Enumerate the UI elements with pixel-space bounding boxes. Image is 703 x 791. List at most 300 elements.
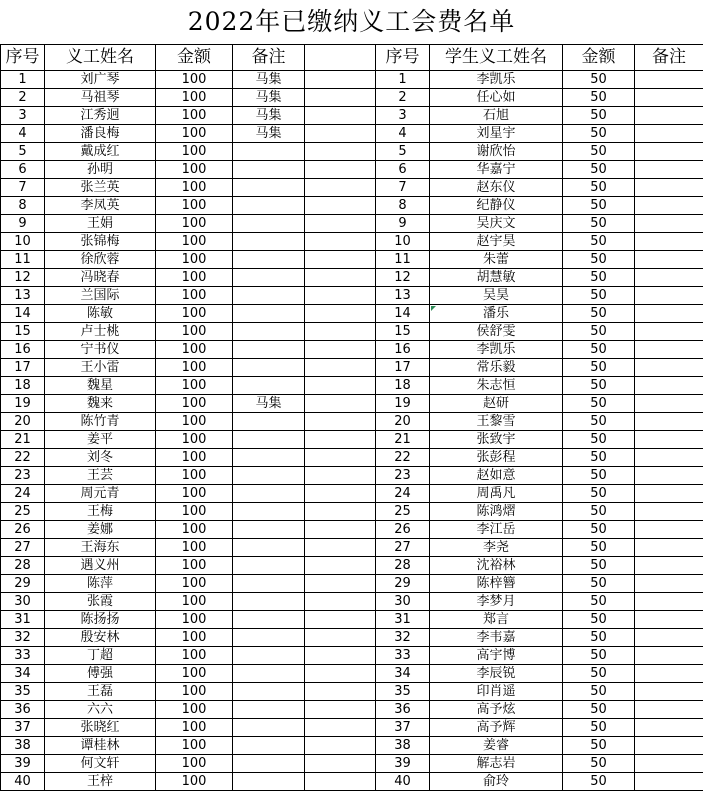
- right-name-cell[interactable]: 赵研: [430, 395, 563, 413]
- right-note-cell[interactable]: [635, 647, 703, 665]
- left-note-cell[interactable]: [233, 179, 305, 197]
- empty-separator-cell[interactable]: [305, 611, 376, 629]
- right-amount-cell[interactable]: 50: [563, 395, 635, 413]
- right-index-cell[interactable]: 5: [376, 143, 430, 161]
- left-amount-cell[interactable]: 100: [156, 629, 233, 647]
- right-note-cell[interactable]: [635, 197, 703, 215]
- empty-separator-cell[interactable]: [305, 251, 376, 269]
- right-note-cell[interactable]: [635, 557, 703, 575]
- empty-separator-cell[interactable]: [305, 269, 376, 287]
- right-note-cell[interactable]: [635, 629, 703, 647]
- right-index-cell[interactable]: 24: [376, 485, 430, 503]
- left-note-cell[interactable]: [233, 503, 305, 521]
- left-index-cell[interactable]: 38: [1, 737, 45, 755]
- right-amount-cell[interactable]: 50: [563, 575, 635, 593]
- right-amount-cell[interactable]: 50: [563, 233, 635, 251]
- left-note-cell[interactable]: [233, 143, 305, 161]
- right-index-cell[interactable]: 22: [376, 449, 430, 467]
- left-amount-cell[interactable]: 100: [156, 539, 233, 557]
- right-name-cell[interactable]: 谢欣怡: [430, 143, 563, 161]
- right-index-cell[interactable]: 9: [376, 215, 430, 233]
- left-name-cell[interactable]: 冯晓春: [45, 269, 156, 287]
- empty-separator-cell[interactable]: [305, 521, 376, 539]
- right-name-cell[interactable]: 李江岳: [430, 521, 563, 539]
- right-name-cell[interactable]: 高予炫: [430, 701, 563, 719]
- left-note-cell[interactable]: [233, 341, 305, 359]
- right-amount-cell[interactable]: 50: [563, 719, 635, 737]
- right-index-cell[interactable]: 3: [376, 107, 430, 125]
- empty-separator-cell[interactable]: [305, 647, 376, 665]
- empty-separator-cell[interactable]: [305, 377, 376, 395]
- left-amount-cell[interactable]: 100: [156, 701, 233, 719]
- right-name-cell[interactable]: 刘星宇: [430, 125, 563, 143]
- left-name-cell[interactable]: 孙明: [45, 161, 156, 179]
- empty-separator-cell[interactable]: [305, 323, 376, 341]
- left-amount-cell[interactable]: 100: [156, 107, 233, 125]
- right-note-cell[interactable]: [635, 107, 703, 125]
- empty-separator-cell[interactable]: [305, 179, 376, 197]
- right-index-cell[interactable]: 17: [376, 359, 430, 377]
- right-amount-cell[interactable]: 50: [563, 215, 635, 233]
- left-name-cell[interactable]: 周元青: [45, 485, 156, 503]
- right-amount-cell[interactable]: 50: [563, 485, 635, 503]
- right-index-cell[interactable]: 6: [376, 161, 430, 179]
- left-name-cell[interactable]: 何文轩: [45, 755, 156, 773]
- left-name-cell[interactable]: 张兰英: [45, 179, 156, 197]
- left-note-cell[interactable]: [233, 611, 305, 629]
- right-amount-cell[interactable]: 50: [563, 287, 635, 305]
- right-note-cell[interactable]: [635, 755, 703, 773]
- right-amount-cell[interactable]: 50: [563, 341, 635, 359]
- right-index-cell[interactable]: 32: [376, 629, 430, 647]
- right-amount-cell[interactable]: 50: [563, 665, 635, 683]
- left-index-cell[interactable]: 18: [1, 377, 45, 395]
- left-note-cell[interactable]: [233, 233, 305, 251]
- right-note-cell[interactable]: [635, 449, 703, 467]
- left-note-cell[interactable]: [233, 773, 305, 791]
- empty-separator-cell[interactable]: [305, 233, 376, 251]
- left-amount-cell[interactable]: 100: [156, 467, 233, 485]
- right-note-cell[interactable]: [635, 233, 703, 251]
- left-name-cell[interactable]: 王海东: [45, 539, 156, 557]
- left-amount-cell[interactable]: 100: [156, 611, 233, 629]
- left-index-cell[interactable]: 6: [1, 161, 45, 179]
- left-name-cell[interactable]: 徐欣蓉: [45, 251, 156, 269]
- left-index-cell[interactable]: 39: [1, 755, 45, 773]
- right-index-cell[interactable]: 23: [376, 467, 430, 485]
- right-name-cell[interactable]: 朱志恒: [430, 377, 563, 395]
- left-name-cell[interactable]: 王娟: [45, 215, 156, 233]
- left-index-cell[interactable]: 27: [1, 539, 45, 557]
- empty-separator-cell[interactable]: [305, 773, 376, 791]
- right-name-cell[interactable]: 潘乐: [430, 305, 563, 323]
- right-note-cell[interactable]: [635, 539, 703, 557]
- left-amount-cell[interactable]: 100: [156, 197, 233, 215]
- header-cell-right-amount[interactable]: 金额: [563, 45, 635, 71]
- empty-separator-cell[interactable]: [305, 197, 376, 215]
- left-note-cell[interactable]: [233, 755, 305, 773]
- empty-separator-cell[interactable]: [305, 719, 376, 737]
- left-amount-cell[interactable]: 100: [156, 341, 233, 359]
- empty-separator-cell[interactable]: [305, 215, 376, 233]
- right-index-cell[interactable]: 29: [376, 575, 430, 593]
- right-note-cell[interactable]: [635, 125, 703, 143]
- right-note-cell[interactable]: [635, 269, 703, 287]
- right-note-cell[interactable]: [635, 719, 703, 737]
- left-index-cell[interactable]: 20: [1, 413, 45, 431]
- left-note-cell[interactable]: [233, 647, 305, 665]
- left-note-cell[interactable]: [233, 539, 305, 557]
- left-note-cell[interactable]: [233, 377, 305, 395]
- right-index-cell[interactable]: 38: [376, 737, 430, 755]
- left-note-cell[interactable]: [233, 269, 305, 287]
- right-name-cell[interactable]: 石旭: [430, 107, 563, 125]
- right-name-cell[interactable]: 陈鸿熠: [430, 503, 563, 521]
- right-name-cell[interactable]: 俞玲: [430, 773, 563, 791]
- right-amount-cell[interactable]: 50: [563, 197, 635, 215]
- empty-separator-cell[interactable]: [305, 107, 376, 125]
- right-index-cell[interactable]: 10: [376, 233, 430, 251]
- right-note-cell[interactable]: [635, 377, 703, 395]
- right-amount-cell[interactable]: 50: [563, 377, 635, 395]
- right-note-cell[interactable]: [635, 413, 703, 431]
- right-note-cell[interactable]: [635, 593, 703, 611]
- left-note-cell[interactable]: [233, 323, 305, 341]
- left-note-cell[interactable]: [233, 683, 305, 701]
- left-note-cell[interactable]: [233, 287, 305, 305]
- empty-separator-cell[interactable]: [305, 287, 376, 305]
- right-amount-cell[interactable]: 50: [563, 413, 635, 431]
- left-note-cell[interactable]: 马集: [233, 89, 305, 107]
- left-amount-cell[interactable]: 100: [156, 755, 233, 773]
- left-note-cell[interactable]: [233, 197, 305, 215]
- left-name-cell[interactable]: 陈萍: [45, 575, 156, 593]
- left-name-cell[interactable]: 魏星: [45, 377, 156, 395]
- right-index-cell[interactable]: 19: [376, 395, 430, 413]
- empty-separator-cell[interactable]: [305, 431, 376, 449]
- left-note-cell[interactable]: 马集: [233, 395, 305, 413]
- right-index-cell[interactable]: 8: [376, 197, 430, 215]
- left-name-cell[interactable]: 姜平: [45, 431, 156, 449]
- left-index-cell[interactable]: 9: [1, 215, 45, 233]
- right-name-cell[interactable]: 沈裕林: [430, 557, 563, 575]
- right-name-cell[interactable]: 李韦嘉: [430, 629, 563, 647]
- left-amount-cell[interactable]: 100: [156, 737, 233, 755]
- right-index-cell[interactable]: 36: [376, 701, 430, 719]
- right-index-cell[interactable]: 21: [376, 431, 430, 449]
- right-index-cell[interactable]: 13: [376, 287, 430, 305]
- right-note-cell[interactable]: [635, 323, 703, 341]
- empty-separator-cell[interactable]: [305, 359, 376, 377]
- left-index-cell[interactable]: 36: [1, 701, 45, 719]
- right-note-cell[interactable]: [635, 665, 703, 683]
- left-name-cell[interactable]: 陈敏: [45, 305, 156, 323]
- right-index-cell[interactable]: 18: [376, 377, 430, 395]
- header-cell-right-note[interactable]: 备注: [635, 45, 703, 71]
- left-amount-cell[interactable]: 100: [156, 125, 233, 143]
- left-index-cell[interactable]: 1: [1, 71, 45, 89]
- right-amount-cell[interactable]: 50: [563, 251, 635, 269]
- left-note-cell[interactable]: [233, 215, 305, 233]
- right-note-cell[interactable]: [635, 611, 703, 629]
- right-amount-cell[interactable]: 50: [563, 431, 635, 449]
- left-name-cell[interactable]: 魏来: [45, 395, 156, 413]
- right-note-cell[interactable]: [635, 701, 703, 719]
- right-name-cell[interactable]: 王黎雪: [430, 413, 563, 431]
- header-cell-left-note[interactable]: 备注: [233, 45, 305, 71]
- right-index-cell[interactable]: 25: [376, 503, 430, 521]
- empty-separator-cell[interactable]: [305, 665, 376, 683]
- left-note-cell[interactable]: [233, 485, 305, 503]
- left-note-cell[interactable]: [233, 737, 305, 755]
- left-name-cell[interactable]: 宁书仪: [45, 341, 156, 359]
- right-amount-cell[interactable]: 50: [563, 467, 635, 485]
- left-note-cell[interactable]: [233, 305, 305, 323]
- right-name-cell[interactable]: 张致宇: [430, 431, 563, 449]
- left-amount-cell[interactable]: 100: [156, 773, 233, 791]
- right-name-cell[interactable]: 高宇博: [430, 647, 563, 665]
- right-name-cell[interactable]: 华嘉宁: [430, 161, 563, 179]
- right-index-cell[interactable]: 1: [376, 71, 430, 89]
- left-index-cell[interactable]: 11: [1, 251, 45, 269]
- right-amount-cell[interactable]: 50: [563, 683, 635, 701]
- left-name-cell[interactable]: 张锦梅: [45, 233, 156, 251]
- left-amount-cell[interactable]: 100: [156, 485, 233, 503]
- left-amount-cell[interactable]: 100: [156, 413, 233, 431]
- right-amount-cell[interactable]: 50: [563, 611, 635, 629]
- left-index-cell[interactable]: 40: [1, 773, 45, 791]
- left-amount-cell[interactable]: 100: [156, 575, 233, 593]
- left-amount-cell[interactable]: 100: [156, 557, 233, 575]
- left-index-cell[interactable]: 13: [1, 287, 45, 305]
- right-name-cell[interactable]: 姜睿: [430, 737, 563, 755]
- right-note-cell[interactable]: [635, 683, 703, 701]
- left-note-cell[interactable]: [233, 449, 305, 467]
- right-note-cell[interactable]: [635, 737, 703, 755]
- right-amount-cell[interactable]: 50: [563, 737, 635, 755]
- left-index-cell[interactable]: 12: [1, 269, 45, 287]
- left-name-cell[interactable]: 马祖琴: [45, 89, 156, 107]
- empty-separator-cell[interactable]: [305, 395, 376, 413]
- right-index-cell[interactable]: 40: [376, 773, 430, 791]
- left-amount-cell[interactable]: 100: [156, 143, 233, 161]
- right-name-cell[interactable]: 陈梓簪: [430, 575, 563, 593]
- right-name-cell[interactable]: 侯舒雯: [430, 323, 563, 341]
- left-amount-cell[interactable]: 100: [156, 305, 233, 323]
- right-note-cell[interactable]: [635, 341, 703, 359]
- left-name-cell[interactable]: 王芸: [45, 467, 156, 485]
- left-amount-cell[interactable]: 100: [156, 287, 233, 305]
- right-index-cell[interactable]: 16: [376, 341, 430, 359]
- right-index-cell[interactable]: 15: [376, 323, 430, 341]
- right-index-cell[interactable]: 31: [376, 611, 430, 629]
- left-index-cell[interactable]: 33: [1, 647, 45, 665]
- left-note-cell[interactable]: [233, 701, 305, 719]
- empty-separator-cell[interactable]: [305, 305, 376, 323]
- right-name-cell[interactable]: 朱蕾: [430, 251, 563, 269]
- right-note-cell[interactable]: [635, 485, 703, 503]
- header-cell-right-name[interactable]: 学生义工姓名: [430, 45, 563, 71]
- left-index-cell[interactable]: 25: [1, 503, 45, 521]
- left-name-cell[interactable]: 姜娜: [45, 521, 156, 539]
- right-note-cell[interactable]: [635, 521, 703, 539]
- right-note-cell[interactable]: [635, 71, 703, 89]
- right-amount-cell[interactable]: 50: [563, 593, 635, 611]
- left-name-cell[interactable]: 六六: [45, 701, 156, 719]
- left-index-cell[interactable]: 23: [1, 467, 45, 485]
- right-index-cell[interactable]: 35: [376, 683, 430, 701]
- left-name-cell[interactable]: 谭桂林: [45, 737, 156, 755]
- empty-separator-cell[interactable]: [305, 503, 376, 521]
- left-index-cell[interactable]: 32: [1, 629, 45, 647]
- left-name-cell[interactable]: 遇义州: [45, 557, 156, 575]
- left-note-cell[interactable]: [233, 431, 305, 449]
- left-amount-cell[interactable]: 100: [156, 521, 233, 539]
- right-amount-cell[interactable]: 50: [563, 305, 635, 323]
- right-amount-cell[interactable]: 50: [563, 701, 635, 719]
- left-note-cell[interactable]: [233, 575, 305, 593]
- left-note-cell[interactable]: [233, 251, 305, 269]
- empty-separator-cell[interactable]: [305, 161, 376, 179]
- right-amount-cell[interactable]: 50: [563, 773, 635, 791]
- empty-separator-cell[interactable]: [305, 449, 376, 467]
- left-index-cell[interactable]: 31: [1, 611, 45, 629]
- left-index-cell[interactable]: 29: [1, 575, 45, 593]
- right-amount-cell[interactable]: 50: [563, 755, 635, 773]
- empty-separator-cell[interactable]: [305, 467, 376, 485]
- left-index-cell[interactable]: 10: [1, 233, 45, 251]
- left-name-cell[interactable]: 潘良梅: [45, 125, 156, 143]
- right-index-cell[interactable]: 37: [376, 719, 430, 737]
- header-cell-right-index[interactable]: 序号: [376, 45, 430, 71]
- left-index-cell[interactable]: 15: [1, 323, 45, 341]
- right-note-cell[interactable]: [635, 215, 703, 233]
- left-index-cell[interactable]: 30: [1, 593, 45, 611]
- left-index-cell[interactable]: 35: [1, 683, 45, 701]
- left-amount-cell[interactable]: 100: [156, 503, 233, 521]
- empty-separator-cell[interactable]: [305, 683, 376, 701]
- left-name-cell[interactable]: 傅强: [45, 665, 156, 683]
- left-index-cell[interactable]: 17: [1, 359, 45, 377]
- right-index-cell[interactable]: 4: [376, 125, 430, 143]
- left-name-cell[interactable]: 李凤英: [45, 197, 156, 215]
- left-index-cell[interactable]: 37: [1, 719, 45, 737]
- left-note-cell[interactable]: [233, 359, 305, 377]
- empty-separator-cell[interactable]: [305, 71, 376, 89]
- left-note-cell[interactable]: [233, 413, 305, 431]
- right-index-cell[interactable]: 28: [376, 557, 430, 575]
- empty-separator-cell[interactable]: [305, 485, 376, 503]
- right-index-cell[interactable]: 11: [376, 251, 430, 269]
- right-name-cell[interactable]: 解志岩: [430, 755, 563, 773]
- left-amount-cell[interactable]: 100: [156, 71, 233, 89]
- right-index-cell[interactable]: 20: [376, 413, 430, 431]
- left-index-cell[interactable]: 5: [1, 143, 45, 161]
- left-name-cell[interactable]: 王磊: [45, 683, 156, 701]
- right-name-cell[interactable]: 李凯乐: [430, 341, 563, 359]
- empty-separator-cell[interactable]: [305, 755, 376, 773]
- right-index-cell[interactable]: 14: [376, 305, 430, 323]
- right-index-cell[interactable]: 12: [376, 269, 430, 287]
- left-note-cell[interactable]: [233, 161, 305, 179]
- right-name-cell[interactable]: 李尧: [430, 539, 563, 557]
- right-index-cell[interactable]: 30: [376, 593, 430, 611]
- left-amount-cell[interactable]: 100: [156, 647, 233, 665]
- right-index-cell[interactable]: 33: [376, 647, 430, 665]
- right-amount-cell[interactable]: 50: [563, 359, 635, 377]
- left-name-cell[interactable]: 张晓红: [45, 719, 156, 737]
- left-amount-cell[interactable]: 100: [156, 269, 233, 287]
- right-index-cell[interactable]: 7: [376, 179, 430, 197]
- right-name-cell[interactable]: 常乐毅: [430, 359, 563, 377]
- right-amount-cell[interactable]: 50: [563, 89, 635, 107]
- empty-separator-cell[interactable]: [305, 45, 376, 71]
- right-amount-cell[interactable]: 50: [563, 143, 635, 161]
- right-note-cell[interactable]: [635, 431, 703, 449]
- right-note-cell[interactable]: [635, 251, 703, 269]
- empty-separator-cell[interactable]: [305, 89, 376, 107]
- left-amount-cell[interactable]: 100: [156, 179, 233, 197]
- right-index-cell[interactable]: 34: [376, 665, 430, 683]
- left-index-cell[interactable]: 2: [1, 89, 45, 107]
- left-index-cell[interactable]: 28: [1, 557, 45, 575]
- left-index-cell[interactable]: 14: [1, 305, 45, 323]
- right-note-cell[interactable]: [635, 179, 703, 197]
- empty-separator-cell[interactable]: [305, 125, 376, 143]
- left-index-cell[interactable]: 34: [1, 665, 45, 683]
- left-name-cell[interactable]: 陈竹青: [45, 413, 156, 431]
- right-index-cell[interactable]: 26: [376, 521, 430, 539]
- left-name-cell[interactable]: 张霞: [45, 593, 156, 611]
- empty-separator-cell[interactable]: [305, 413, 376, 431]
- right-name-cell[interactable]: 赵如意: [430, 467, 563, 485]
- right-note-cell[interactable]: [635, 395, 703, 413]
- right-name-cell[interactable]: 赵东仪: [430, 179, 563, 197]
- right-note-cell[interactable]: [635, 359, 703, 377]
- right-amount-cell[interactable]: 50: [563, 161, 635, 179]
- left-name-cell[interactable]: 王梅: [45, 503, 156, 521]
- empty-separator-cell[interactable]: [305, 629, 376, 647]
- right-amount-cell[interactable]: 50: [563, 269, 635, 287]
- right-name-cell[interactable]: 任心如: [430, 89, 563, 107]
- left-name-cell[interactable]: 殷安林: [45, 629, 156, 647]
- right-note-cell[interactable]: [635, 89, 703, 107]
- right-name-cell[interactable]: 吴昊: [430, 287, 563, 305]
- left-note-cell[interactable]: [233, 629, 305, 647]
- left-index-cell[interactable]: 8: [1, 197, 45, 215]
- left-note-cell[interactable]: [233, 467, 305, 485]
- right-amount-cell[interactable]: 50: [563, 647, 635, 665]
- empty-separator-cell[interactable]: [305, 143, 376, 161]
- left-index-cell[interactable]: 19: [1, 395, 45, 413]
- right-name-cell[interactable]: 赵宇昊: [430, 233, 563, 251]
- left-amount-cell[interactable]: 100: [156, 215, 233, 233]
- left-name-cell[interactable]: 王小雷: [45, 359, 156, 377]
- right-name-cell[interactable]: 高予辉: [430, 719, 563, 737]
- left-amount-cell[interactable]: 100: [156, 395, 233, 413]
- left-amount-cell[interactable]: 100: [156, 89, 233, 107]
- right-amount-cell[interactable]: 50: [563, 107, 635, 125]
- right-amount-cell[interactable]: 50: [563, 125, 635, 143]
- right-amount-cell[interactable]: 50: [563, 503, 635, 521]
- empty-separator-cell[interactable]: [305, 701, 376, 719]
- right-index-cell[interactable]: 27: [376, 539, 430, 557]
- right-note-cell[interactable]: [635, 305, 703, 323]
- right-name-cell[interactable]: 印肖遥: [430, 683, 563, 701]
- left-name-cell[interactable]: 陈扬扬: [45, 611, 156, 629]
- left-index-cell[interactable]: 24: [1, 485, 45, 503]
- right-note-cell[interactable]: [635, 773, 703, 791]
